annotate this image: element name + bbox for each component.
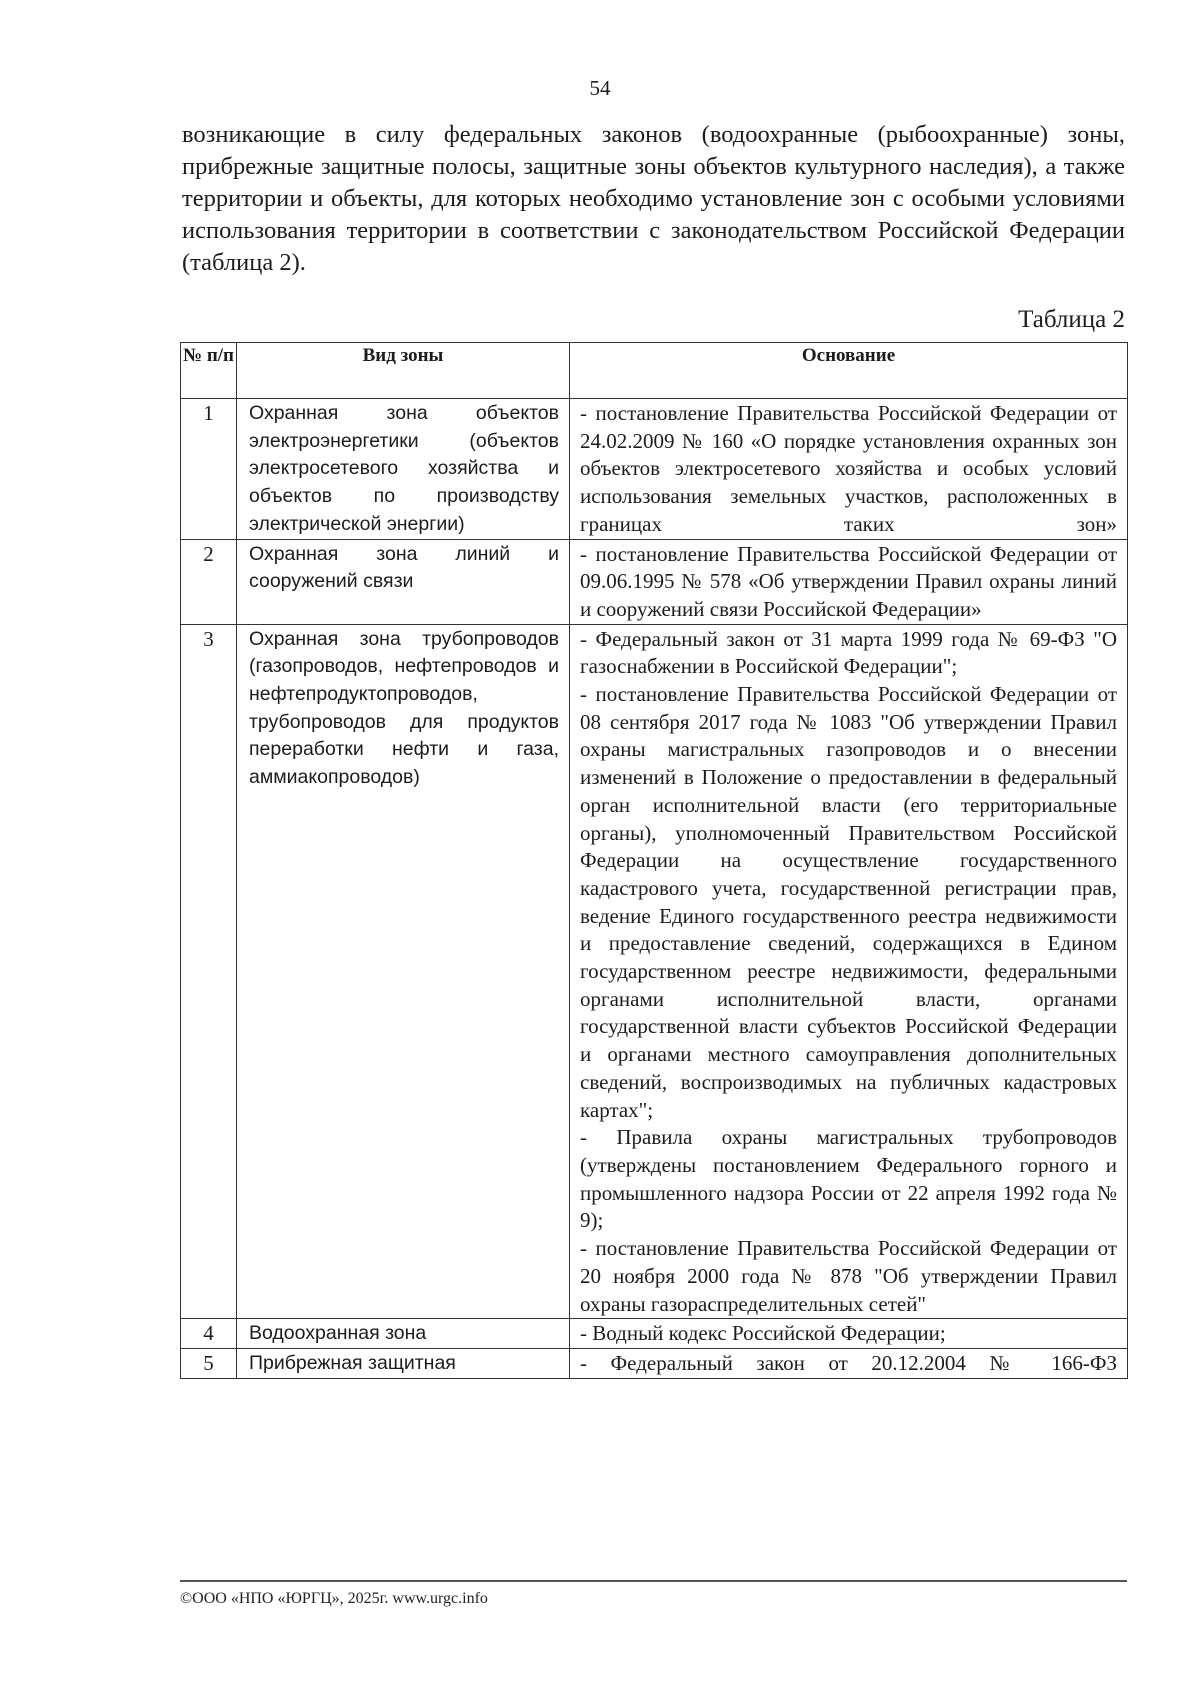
zone-type: Охранная зона трубопроводов (газопроводов, нефтепроводов и нефтепродуктопроводов, трубопроводов для продуктов переработки нефти и газа, аммиакопроводов) bbox=[237, 624, 570, 1319]
header-zone: Вид зоны bbox=[237, 343, 570, 399]
row-number: 3 bbox=[181, 624, 237, 1319]
zones-table bbox=[180, 342, 1128, 1379]
page-number: 54 bbox=[589, 76, 611, 100]
table-row bbox=[181, 399, 1128, 540]
row-number: 4 bbox=[181, 1319, 237, 1349]
header-basis: Основание bbox=[570, 343, 1128, 399]
table-row bbox=[181, 1319, 1128, 1349]
header-num: № п/п bbox=[181, 343, 237, 399]
intro-paragraph: возникающие в силу федеральных законов (водоохранные (рыбоохранные) зоны, прибрежные защитные полосы, защитные зоны объектов культурного наследия), а также территории и объекты, для которых необходимо установление зон с особыми условиями использования территории в соответствии с законодательством Российской Федерации (таблица 2). bbox=[182, 121, 1125, 276]
table-caption: Таблица 2 bbox=[1018, 306, 1125, 333]
zone-type: Охранная зона линий и сооружений связи bbox=[237, 539, 570, 624]
table-row bbox=[181, 539, 1128, 624]
basis-item: - Федеральный закон от 20.12.2004 № 166-ФЗ bbox=[580, 1350, 1117, 1375]
row-number: 2 bbox=[181, 539, 237, 624]
basis-item: - постановление Правительства Российской Федерации от 24.02.2009 № 160 «О порядке установления охранных зон объектов электросетевого хозяйства и особых условий использования земельных участков, расположенных в границах таких зон» bbox=[580, 401, 1117, 536]
basis-item: - постановление Правительства Российской Федерации от 08 сентября 2017 года № 1083 "Об утверждении Правил охраны магистральных газопроводов и о внесении изменений в Положение о предоставлении в федеральный орган исполнительной власти (его территориальные органы), уполномоченный Правительством Российской Федерации на осуществление государственного кадастрового учета, государственной регистрации прав, ведение Единого государственного реестра недвижимости и предоставление сведений, содержащихся в Едином государственном реестре недвижимости, федеральными органами исполнительной власти, органами государственной власти субъектов Российской Федерации и органами местного самоуправления дополнительных сведений, воспроизводимых на публичных кадастровых картах"; bbox=[580, 682, 1117, 1122]
zone-type: Охранная зона объектов электроэнергетики (объектов электросетевого хозяйства и объектов по производству электрической энергии) bbox=[237, 399, 570, 540]
zone-basis bbox=[570, 1348, 1128, 1378]
basis-item: - Федеральный закон от 31 марта 1999 года № 69-ФЗ "О газоснабжении в Российской Федерации"; bbox=[580, 626, 1117, 679]
row-number: 5 bbox=[181, 1348, 237, 1378]
basis-item: - постановление Правительства Российской Федерации от 20 ноября 2000 года № 878 "Об утверждении Правил охраны газораспределительных сетей" bbox=[580, 1236, 1117, 1316]
basis-item: - Правила охраны магистральных трубопроводов (утверждены постановлением Федерального горного и промышленного надзора России от 22 апреля 1992 года № 9); bbox=[580, 1125, 1117, 1233]
row-number: 1 bbox=[181, 399, 237, 540]
zone-basis bbox=[570, 1319, 1128, 1349]
basis-item: - постановление Правительства Российской Федерации от 09.06.1995 № 578 «Об утверждении Правил охраны линий и сооружений связи Российской Федерации» bbox=[580, 541, 1117, 621]
footer-copyright: ©ООО «НПО «ЮРГЦ», 2025г. www.urgc.info bbox=[180, 1590, 488, 1607]
zone-type: Водоохранная зона bbox=[237, 1319, 570, 1349]
zone-type: Прибрежная защитная bbox=[237, 1348, 570, 1378]
table-row bbox=[181, 1348, 1128, 1378]
table-row bbox=[181, 624, 1128, 1319]
zone-basis bbox=[570, 624, 1128, 1319]
zone-basis bbox=[570, 399, 1128, 540]
table-header-row bbox=[181, 343, 1128, 399]
zone-basis bbox=[570, 539, 1128, 624]
footer-divider bbox=[180, 1580, 1127, 1582]
basis-item: - Водный кодекс Российской Федерации; bbox=[580, 1321, 946, 1346]
